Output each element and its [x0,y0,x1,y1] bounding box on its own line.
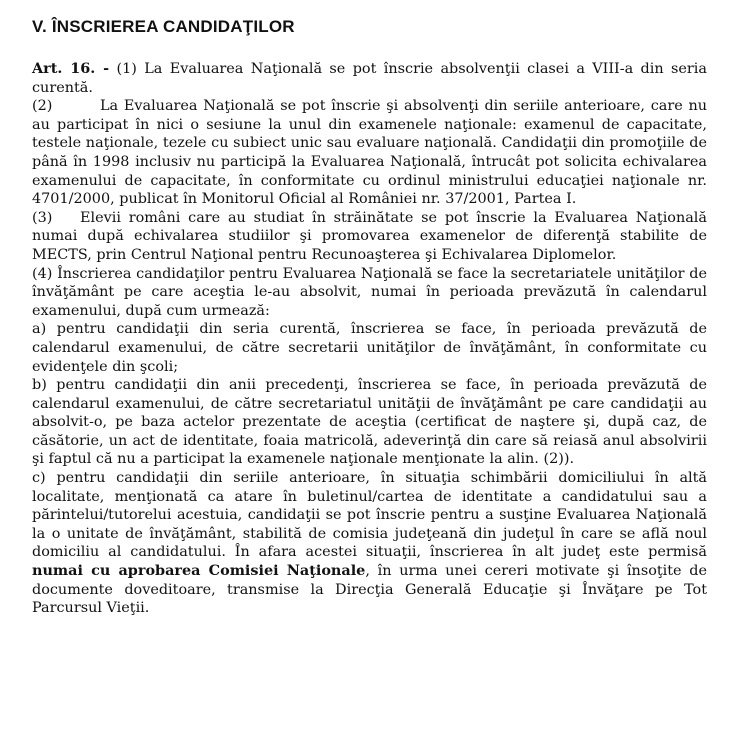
section-title: V. ÎNSCRIEREA CANDIDAŢILOR [32,17,295,36]
paragraph-3-number: (3) [32,209,53,226]
document-page [32,12,707,618]
paragraph-4-item-c [32,469,707,618]
article-16-paragraph-4: (4) Înscrierea candidaţilor pentru Evaluarea Naţională se face la secretariatele unităţilor de învăţământ pe care aceştia le-au absolvit, numai în perioada prevăzută în calendarul examenului, după cum urmează: [32,265,707,319]
article-16-paragraph-2 [32,97,707,209]
article-16-paragraph-1 [32,60,707,97]
paragraph-2-number: (2) [32,98,53,115]
paragraph-1-text: (1) La Evaluarea Naţională se pot înscrie absolvenţii clasei a VIII-a din seria curentă. [32,61,707,96]
article-label: Art. 16. - [32,60,110,77]
paragraph-2-text: La Evaluarea Naţională se pot înscrie şi absolvenţi din seriile anterioare, care nu au participat în nici o sesiune la unul din examenele naţionale: examenul de capacitate, testele naţionale, tezele cu subiect unic sau evaluare naţională. Candidaţii din promoţiile de până în 1998 inclusiv nu participă la Evaluarea Naţională, întrucât pot solicita echivalarea examenului de capacitate, în conformitate cu ordinul ministrului educaţiei naţionale nr. 4701/2000, publicat în Monitorul Oficial al României nr. 37/2001, Partea I. [32,98,707,208]
item-c-text-part-2: , în urma unei cereri motivate şi însoţite de documente doveditoare, transmise la Direcţia Generală Educaţie şi Învăţare pe Tot Parcursul Vieţii. [32,563,707,617]
article-16-paragraph-3 [32,209,707,265]
paragraph-3-text: Elevii români care au studiat în străinătate se pot înscrie la Evaluarea Naţională numai după echivalarea studiilor şi promovarea examenelor de diferenţă stabilite de MECTS, prin Centrul Naţional pentru Recunoaşterea şi Echivalarea Diplomelor. [32,209,707,263]
paragraph-4-item-a: a) pentru candidaţii din seria curentă, înscrierea se face, în perioada prevăzută de calendarul examenului, de către secretarii unităţilor de învăţământ, în conformitate cu evidenţele din şcoli; [32,321,707,375]
item-c-bold-text: numai cu aprobarea Comisiei Naţionale [32,562,366,580]
paragraph-4-item-b: b) pentru candidaţii din anii precedenţi, înscrierea se face, în perioada prevăzută de calendarul examenului, de către secretariatul unităţii de învăţământ pe care candidaţii au absolvit-o, pe baza actelor prezentate de aceştia (certificat de naştere şi, după caz, de căsătorie, un act de identitate, foaia matricolă, adeverinţă din care să reiasă anul absolvirii şi faptul că nu a participat la examenele naţionale menţionate la alin. (2)). [32,377,707,468]
item-c-text-part-1: c) pentru candidaţii din seriile anterioare, în situaţia schimbării domiciliului în altă localitate, menţionată ca atare în buletinul/cartea de identitate a candidatului sau a părintelui/tutorelui acestuia, candidaţii se pot înscrie pentru a susţine Evaluarea Naţională la o unitate de învăţământ, stabilită de comisia judeţeană din judeţul în care se află noul domiciliu al candidatului. În afara acestei situaţii, înscrierea în alt judeţ este permisă [32,470,707,561]
